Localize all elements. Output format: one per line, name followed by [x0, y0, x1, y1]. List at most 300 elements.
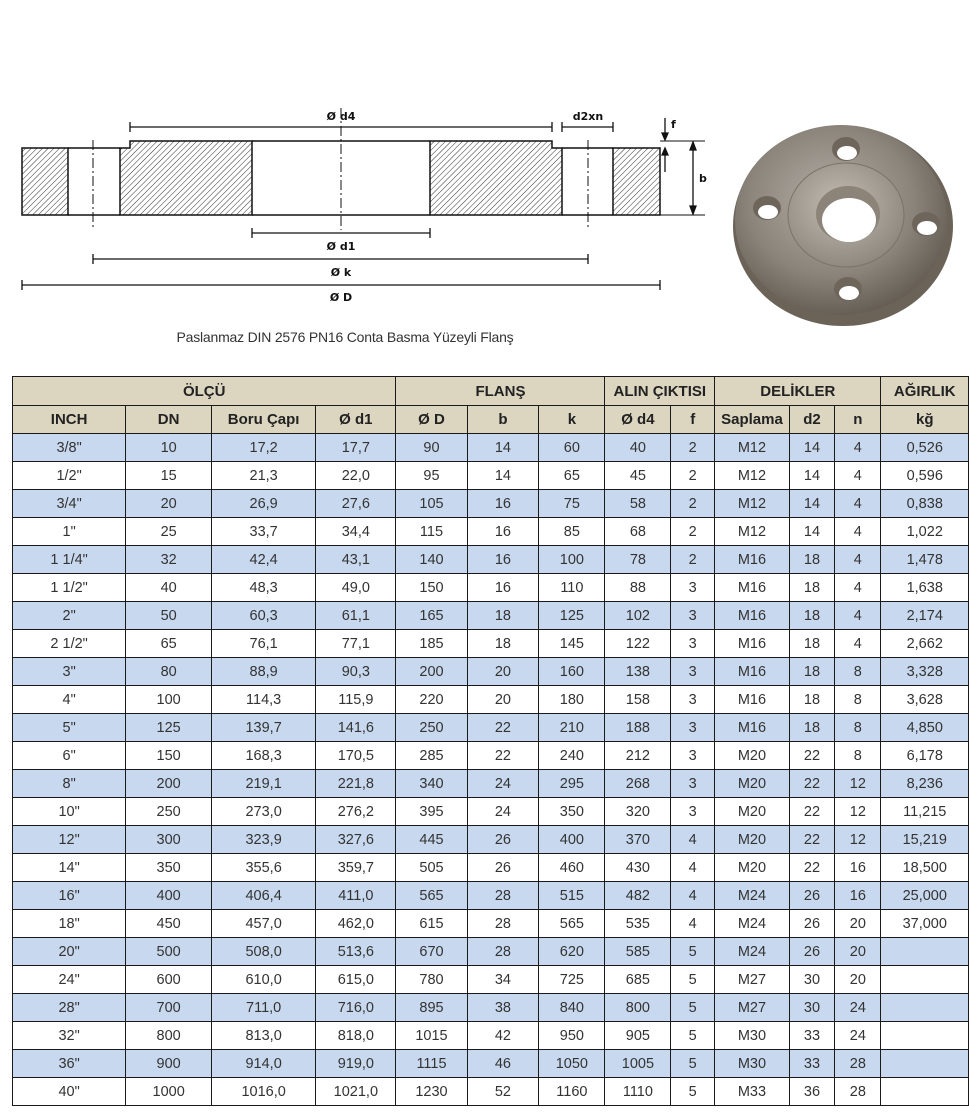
- table-row: [13, 854, 969, 882]
- table-cell: 170,5: [316, 742, 396, 770]
- table-row: [13, 770, 969, 798]
- table-cell: 221,8: [316, 770, 396, 798]
- label-f: f: [671, 118, 676, 131]
- left-body-section: [120, 141, 252, 215]
- table-cell: 3: [671, 630, 715, 658]
- table-cell: 411,0: [316, 882, 396, 910]
- table-cell: 33: [789, 1050, 834, 1078]
- table-cell: 25: [126, 518, 212, 546]
- table-cell: 100: [539, 546, 605, 574]
- table-cell: 1/2": [13, 462, 126, 490]
- table-cell: 14": [13, 854, 126, 882]
- table-cell: [881, 1022, 969, 1050]
- table-cell: 18: [789, 686, 834, 714]
- table-cell: 350: [539, 798, 605, 826]
- table-cell: 145: [539, 630, 605, 658]
- table-cell: 5": [13, 714, 126, 742]
- table-cell: 40: [126, 574, 212, 602]
- table-cell: 14: [467, 434, 539, 462]
- table-cell: 840: [539, 994, 605, 1022]
- table-row: [13, 938, 969, 966]
- table-cell: 513,6: [316, 938, 396, 966]
- table-cell: 340: [396, 770, 467, 798]
- table-cell: 20: [467, 658, 539, 686]
- table-cell: 33,7: [212, 518, 316, 546]
- table-cell: 16: [467, 518, 539, 546]
- table-cell: 77,1: [316, 630, 396, 658]
- table-cell: 615,0: [316, 966, 396, 994]
- table-cell: 3: [671, 798, 715, 826]
- table-cell: 16: [835, 882, 881, 910]
- table-cell: 725: [539, 966, 605, 994]
- table-cell: 5: [671, 1078, 715, 1106]
- table-cell: 4: [671, 854, 715, 882]
- table-row: [13, 882, 969, 910]
- table-cell: 165: [396, 602, 467, 630]
- table-cell: 24: [835, 994, 881, 1022]
- table-cell: 800: [126, 1022, 212, 1050]
- table-cell: 8: [835, 658, 881, 686]
- table-cell: 1015: [396, 1022, 467, 1050]
- table-cell: 52: [467, 1078, 539, 1106]
- flange-cross-section-drawing: [0, 100, 707, 330]
- table-cell: 505: [396, 854, 467, 882]
- table-cell: 28: [467, 882, 539, 910]
- table-cell: 14: [789, 518, 834, 546]
- table-cell: 24": [13, 966, 126, 994]
- table-cell: 2,662: [881, 630, 969, 658]
- table-cell: 400: [539, 826, 605, 854]
- table-cell: 38: [467, 994, 539, 1022]
- table-cell: 114,3: [212, 686, 316, 714]
- table-cell: 4: [835, 602, 881, 630]
- table-cell: 12": [13, 826, 126, 854]
- drawing-caption: Paslanmaz DIN 2576 PN16 Conta Basma Yüzeyli Flanş: [176, 329, 514, 345]
- table-cell: 42: [467, 1022, 539, 1050]
- table-cell: 4: [671, 910, 715, 938]
- table-cell: 65: [539, 462, 605, 490]
- table-cell: 28": [13, 994, 126, 1022]
- table-cell: 620: [539, 938, 605, 966]
- table-cell: 125: [539, 602, 605, 630]
- table-cell: M20: [715, 742, 790, 770]
- column-header: n: [835, 406, 881, 434]
- table-cell: 219,1: [212, 770, 316, 798]
- table-cell: 500: [126, 938, 212, 966]
- table-cell: M30: [715, 1050, 790, 1078]
- table-cell: 4: [835, 490, 881, 518]
- table-cell: 320: [605, 798, 671, 826]
- table-cell: 28: [467, 910, 539, 938]
- table-cell: 2: [671, 546, 715, 574]
- table-cell: 600: [126, 966, 212, 994]
- table-cell: 18: [789, 574, 834, 602]
- table-cell: 18: [789, 714, 834, 742]
- table-cell: 1050: [539, 1050, 605, 1078]
- table-cell: 610,0: [212, 966, 316, 994]
- table-cell: 2 1/2": [13, 630, 126, 658]
- table-cell: 4: [835, 518, 881, 546]
- table-cell: M27: [715, 966, 790, 994]
- table-cell: 268: [605, 770, 671, 798]
- table-cell: 20: [835, 966, 881, 994]
- table-cell: 26: [467, 826, 539, 854]
- table-cell: 535: [605, 910, 671, 938]
- table-cell: 210: [539, 714, 605, 742]
- table-cell: 14: [789, 434, 834, 462]
- table-cell: 21,3: [212, 462, 316, 490]
- table-cell: 20: [467, 686, 539, 714]
- table-cell: 26: [467, 854, 539, 882]
- bore-opening: [822, 198, 876, 242]
- table-cell: M20: [715, 770, 790, 798]
- table-cell: 14: [467, 462, 539, 490]
- table-cell: 76,1: [212, 630, 316, 658]
- table-cell: 711,0: [212, 994, 316, 1022]
- table-cell: 4: [835, 630, 881, 658]
- table-cell: M12: [715, 518, 790, 546]
- table-cell: 32": [13, 1022, 126, 1050]
- table-cell: 160: [539, 658, 605, 686]
- table-cell: 90,3: [316, 658, 396, 686]
- table-row: [13, 1050, 969, 1078]
- table-cell: 22: [789, 798, 834, 826]
- table-row: [13, 966, 969, 994]
- table-row: [13, 462, 969, 490]
- table-cell: 250: [126, 798, 212, 826]
- table-cell: 2,174: [881, 602, 969, 630]
- table-cell: 16": [13, 882, 126, 910]
- table-cell: 1110: [605, 1078, 671, 1106]
- table-cell: 4: [835, 546, 881, 574]
- table-cell: 323,9: [212, 826, 316, 854]
- table-cell: 0,838: [881, 490, 969, 518]
- table-cell: M12: [715, 490, 790, 518]
- table-cell: 158: [605, 686, 671, 714]
- table-cell: 4: [671, 882, 715, 910]
- table-cell: 50: [126, 602, 212, 630]
- left-rim-section: [22, 148, 68, 215]
- table-cell: 395: [396, 798, 467, 826]
- table-cell: 22: [789, 742, 834, 770]
- column-header: b: [467, 406, 539, 434]
- table-cell: 11,215: [881, 798, 969, 826]
- table-row: [13, 434, 969, 462]
- table-cell: 32: [126, 546, 212, 574]
- table-cell: 45: [605, 462, 671, 490]
- table-cell: 20": [13, 938, 126, 966]
- table-row: [13, 630, 969, 658]
- table-cell: 22: [789, 826, 834, 854]
- table-cell: 26: [789, 882, 834, 910]
- table-cell: 60: [539, 434, 605, 462]
- table-cell: 28: [835, 1078, 881, 1106]
- table-cell: 26: [789, 938, 834, 966]
- table-cell: 285: [396, 742, 467, 770]
- table-cell: 3: [671, 574, 715, 602]
- table-cell: M16: [715, 630, 790, 658]
- table-cell: 100: [126, 686, 212, 714]
- table-cell: 295: [539, 770, 605, 798]
- table-cell: 1,022: [881, 518, 969, 546]
- column-header: DN: [126, 406, 212, 434]
- table-cell: 12: [835, 798, 881, 826]
- table-cell: 1005: [605, 1050, 671, 1078]
- table-cell: 4: [835, 462, 881, 490]
- table-cell: 1,478: [881, 546, 969, 574]
- table-cell: 800: [605, 994, 671, 1022]
- table-cell: 37,000: [881, 910, 969, 938]
- table-cell: 919,0: [316, 1050, 396, 1078]
- table-cell: 895: [396, 994, 467, 1022]
- table-cell: 40: [605, 434, 671, 462]
- table-cell: 110: [539, 574, 605, 602]
- table-cell: 780: [396, 966, 467, 994]
- table-cell: 240: [539, 742, 605, 770]
- table-cell: 8: [835, 742, 881, 770]
- table-cell: 17,7: [316, 434, 396, 462]
- table-cell: 2: [671, 490, 715, 518]
- table-row: [13, 658, 969, 686]
- table-cell: 370: [605, 826, 671, 854]
- table-cell: 3: [671, 770, 715, 798]
- table-cell: 30: [789, 994, 834, 1022]
- table-cell: M12: [715, 434, 790, 462]
- table-cell: 565: [396, 882, 467, 910]
- table-cell: [881, 994, 969, 1022]
- table-cell: 359,7: [316, 854, 396, 882]
- table-cell: 85: [539, 518, 605, 546]
- table-cell: 49,0: [316, 574, 396, 602]
- column-header: kğ: [881, 406, 969, 434]
- table-cell: 4: [671, 826, 715, 854]
- table-cell: [881, 1078, 969, 1106]
- table-cell: 26: [789, 910, 834, 938]
- table-cell: 250: [396, 714, 467, 742]
- right-body-section: [430, 141, 562, 215]
- table-row: [13, 826, 969, 854]
- table-cell: 1016,0: [212, 1078, 316, 1106]
- table-cell: 0,526: [881, 434, 969, 462]
- table-cell: M16: [715, 658, 790, 686]
- table-cell: 4,850: [881, 714, 969, 742]
- table-cell: 90: [396, 434, 467, 462]
- table-cell: 1160: [539, 1078, 605, 1106]
- table-cell: 139,7: [212, 714, 316, 742]
- table-cell: 8,236: [881, 770, 969, 798]
- table-cell: 3,628: [881, 686, 969, 714]
- group-header: AĞIRLIK: [881, 377, 969, 406]
- table-cell: 60,3: [212, 602, 316, 630]
- table-cell: 22: [789, 854, 834, 882]
- table-cell: 3: [671, 714, 715, 742]
- table-cell: 48,3: [212, 574, 316, 602]
- column-header: Boru Çapı: [212, 406, 316, 434]
- table-cell: 65: [126, 630, 212, 658]
- table-cell: 200: [126, 770, 212, 798]
- table-cell: [881, 966, 969, 994]
- table-cell: 26,9: [212, 490, 316, 518]
- table-row: [13, 602, 969, 630]
- table-cell: 20: [835, 938, 881, 966]
- label-b: b: [699, 172, 707, 185]
- table-body: [13, 434, 969, 1106]
- table-cell: 4": [13, 686, 126, 714]
- table-cell: 15,219: [881, 826, 969, 854]
- table-cell: 115: [396, 518, 467, 546]
- table-cell: 1,638: [881, 574, 969, 602]
- table-cell: 150: [126, 742, 212, 770]
- table-cell: 1 1/2": [13, 574, 126, 602]
- table-cell: 300: [126, 826, 212, 854]
- group-header: ÖLÇÜ: [13, 377, 396, 406]
- table-cell: 813,0: [212, 1022, 316, 1050]
- table-cell: 30: [789, 966, 834, 994]
- table-cell: 900: [126, 1050, 212, 1078]
- table-cell: 168,3: [212, 742, 316, 770]
- table-cell: 6,178: [881, 742, 969, 770]
- table-cell: 276,2: [316, 798, 396, 826]
- table-cell: 27,6: [316, 490, 396, 518]
- table-cell: M16: [715, 686, 790, 714]
- table-cell: M12: [715, 462, 790, 490]
- table-cell: 3: [671, 658, 715, 686]
- table-row: [13, 490, 969, 518]
- table-cell: 18,500: [881, 854, 969, 882]
- table-row: [13, 714, 969, 742]
- table-cell: 140: [396, 546, 467, 574]
- table-cell: 12: [835, 770, 881, 798]
- table-cell: 5: [671, 966, 715, 994]
- table-cell: 24: [835, 1022, 881, 1050]
- table-cell: M16: [715, 574, 790, 602]
- table-cell: 36: [789, 1078, 834, 1106]
- table-cell: 33: [789, 1022, 834, 1050]
- table-cell: 24: [467, 798, 539, 826]
- table-row: [13, 1022, 969, 1050]
- flange-photo: [728, 112, 958, 330]
- table-cell: 18: [789, 630, 834, 658]
- table-cell: 8: [835, 686, 881, 714]
- table-cell: M33: [715, 1078, 790, 1106]
- column-header: Ø d4: [605, 406, 671, 434]
- table-row: [13, 686, 969, 714]
- table-cell: 185: [396, 630, 467, 658]
- column-header: f: [671, 406, 715, 434]
- column-header: k: [539, 406, 605, 434]
- table-cell: 3: [671, 742, 715, 770]
- label-d4: Ø d4: [326, 110, 356, 123]
- table-cell: 22: [789, 770, 834, 798]
- table-row: [13, 1078, 969, 1106]
- table-cell: 406,4: [212, 882, 316, 910]
- table-cell: 700: [126, 994, 212, 1022]
- table-cell: 5: [671, 1022, 715, 1050]
- table-cell: 4: [835, 574, 881, 602]
- table-cell: 20: [835, 910, 881, 938]
- group-header: ALIN ÇIKTISI: [605, 377, 715, 406]
- table-cell: M24: [715, 910, 790, 938]
- table-cell: 460: [539, 854, 605, 882]
- table-cell: 16: [467, 490, 539, 518]
- table-cell: 58: [605, 490, 671, 518]
- table-cell: 42,4: [212, 546, 316, 574]
- table-cell: 445: [396, 826, 467, 854]
- table-cell: M20: [715, 826, 790, 854]
- table-cell: 1230: [396, 1078, 467, 1106]
- table-row: [13, 742, 969, 770]
- table-cell: 88,9: [212, 658, 316, 686]
- table-cell: 3/4": [13, 490, 126, 518]
- column-header: d2: [789, 406, 834, 434]
- table-cell: 36": [13, 1050, 126, 1078]
- table-row: [13, 518, 969, 546]
- table-cell: 685: [605, 966, 671, 994]
- table-cell: 34: [467, 966, 539, 994]
- table-cell: 18: [467, 630, 539, 658]
- column-header: Ø d1: [316, 406, 396, 434]
- label-d1: Ø d1: [326, 240, 356, 253]
- table-cell: 818,0: [316, 1022, 396, 1050]
- table-cell: 88: [605, 574, 671, 602]
- table-row: [13, 910, 969, 938]
- table-cell: 138: [605, 658, 671, 686]
- table-cell: [881, 938, 969, 966]
- table-cell: 15: [126, 462, 212, 490]
- table-cell: 2: [671, 462, 715, 490]
- table-cell: M16: [715, 602, 790, 630]
- table-cell: 61,1: [316, 602, 396, 630]
- table-cell: 3": [13, 658, 126, 686]
- label-D: Ø D: [329, 291, 353, 304]
- table-cell: 78: [605, 546, 671, 574]
- table-cell: 12: [835, 826, 881, 854]
- table-cell: 615: [396, 910, 467, 938]
- table-cell: 22,0: [316, 462, 396, 490]
- table-cell: 10: [126, 434, 212, 462]
- table-cell: 2: [671, 518, 715, 546]
- table-row: [13, 994, 969, 1022]
- table-cell: M24: [715, 938, 790, 966]
- table-cell: M20: [715, 798, 790, 826]
- table-cell: 3/8": [13, 434, 126, 462]
- table-row: [13, 798, 969, 826]
- table-cell: 3: [671, 602, 715, 630]
- table-cell: M30: [715, 1022, 790, 1050]
- column-header: Ø D: [396, 406, 467, 434]
- table-cell: 3: [671, 686, 715, 714]
- table-cell: 95: [396, 462, 467, 490]
- table-cell: [881, 1050, 969, 1078]
- table-cell: 18: [789, 602, 834, 630]
- table-cell: 22: [467, 714, 539, 742]
- table-cell: 400: [126, 882, 212, 910]
- table-cell: 40": [13, 1078, 126, 1106]
- table-cell: 6": [13, 742, 126, 770]
- table-cell: 716,0: [316, 994, 396, 1022]
- table-cell: 75: [539, 490, 605, 518]
- table-cell: M16: [715, 714, 790, 742]
- table-cell: 25,000: [881, 882, 969, 910]
- table-cell: 180: [539, 686, 605, 714]
- table-cell: 14: [789, 490, 834, 518]
- table-cell: 1021,0: [316, 1078, 396, 1106]
- table-cell: 430: [605, 854, 671, 882]
- table-cell: 34,4: [316, 518, 396, 546]
- table-cell: M16: [715, 546, 790, 574]
- table-cell: 515: [539, 882, 605, 910]
- table-cell: 115,9: [316, 686, 396, 714]
